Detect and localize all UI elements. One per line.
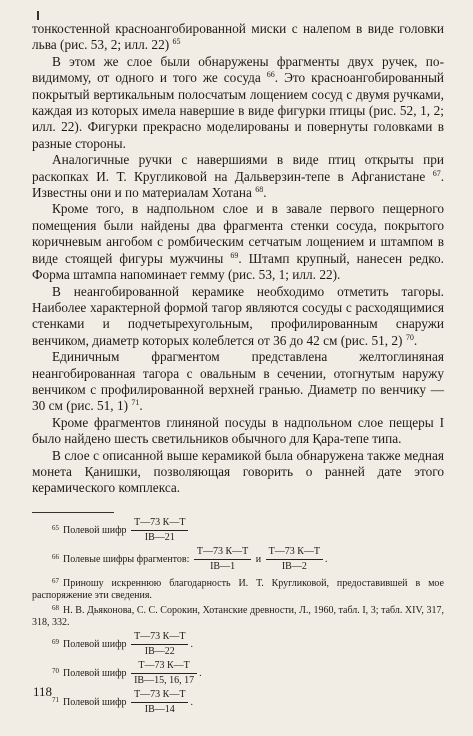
field-code-fraction: $\frac{Т—73 К—Т}{IB—2}$ xyxy=(266,546,323,573)
paragraph: тонкостенной красноангобированной миски с налепом в виде головки льва (рис. 53, 2; илл. 22) $^{65}$ xyxy=(32,21,444,53)
paragraph: В неангобированной керамике необходимо отметить тагоры. Наиболее характерной формой тагор являются сосуды с расходящимися стенками и подчетырехугольным, профилированным снаружи венчиком, диаметр которых колеблется от 36 до 42 см (рис. 51, 2) $^{70}$. xyxy=(32,283,444,348)
page-number: 118 xyxy=(33,684,53,699)
paragraph: В слое с описанной выше керамикой была обнаружена также медная монета Қанишки, позволяющая говорить о ранней дате этого керамического комплекса. xyxy=(32,447,444,496)
field-code-fraction: $\frac{Т—73 К—Т}{IB—14}$ xyxy=(131,689,188,716)
footnotes xyxy=(32,512,444,718)
page-mark xyxy=(37,11,39,20)
footnote-rule xyxy=(32,512,114,513)
field-code-fraction: $\frac{Т—73 К—Т}{IB—21}$ xyxy=(131,517,188,544)
footnote-67: $^{67}$ Приношу искреннюю благодарность И. Т. Кругликовой, предоставившей в мое распоряжение эти сведения. xyxy=(32,577,444,601)
field-code-fraction: $\frac{Т—73 К—Т}{IB—1}$ xyxy=(194,546,251,573)
footnote-69: $^{69}$ Полевой шифр $\frac{Т—73 К—Т}{IB—22}$ . xyxy=(52,631,193,657)
footnote-66: $^{66}$ Полевые шифры фрагментов: $\frac{Т—73 К—Т}{IB—1}$ и $\frac{Т—73 К—Т}{IB—2}$ . xyxy=(52,546,328,572)
paragraph: Аналогичные ручки с навершиями в виде птиц открыты при раскопках И. Т. Кругликовой на Дальверзин-тепе в Афганистане $^{67}$. Известны они и по материалам Хотана $^{68}$. xyxy=(32,152,445,201)
field-code-fraction: $\frac{Т—73 К—Т}{IB—22}$ xyxy=(131,631,188,658)
paragraph: Кроме фрагментов глиняной посуды в надпольном слое пещеры I было найдено шесть светильников обычного для Қара-тепе типа. xyxy=(32,414,444,447)
paragraph: Кроме того, в надпольном слое и в завале первого пещерного помещения были найдены два фрагмента стенки сосуда, покрытого коричневым ангобом с ромбическим сетчатым лощением и штампом в виде стоящей фигуры мужчины $^{69}$. Штамп крупный, нанесен редко. Форма штампа напоминает гемму (рис. 53, 1; илл. 22). xyxy=(32,201,444,283)
footnote-71: $^{71}$ Полевой шифр $\frac{Т—73 К—Т}{IB—14}$ . xyxy=(52,689,193,715)
footnote-68: $^{68}$ Н. В. Дьяконова, С. С. Сорокин, Хотанские древности, Л., 1960, табл. I, 3; табл. XIV, 317, 318, 332. xyxy=(32,604,444,628)
footnote-65: $^{65}$ Полевой шифр $\frac{Т—73 К—Т}{IB—21}$ xyxy=(52,517,444,544)
paragraph: Единичным фрагментом представлена желтоглиняная неангобированная тагора с овальным в сечении, отогнутым наружу венчиком с профилированной верхней гранью. Диаметр по венчику — 30 см (рис. 51, 1) $^{71}$. xyxy=(32,349,444,414)
body-text xyxy=(32,21,444,497)
paragraph: В этом же слое были обнаружены фрагменты двух ручек, по-видимому, от одного и того же сосуда $^{66}$. Это красноангобированный покрытый вертикальным полосчатым лощением сосуд с двумя ручками, каждая из которых имела навершие в виде фигурки птицы (рис. 52, 1, 2; илл. 22). Фигурки прекрасно моделированы и повернуты головками в разные стороны. xyxy=(32,53,445,151)
footnote-70: $^{70}$ Полевой шифр $\frac{Т—73 К—Т}{IB—15, 16, 17}$ . xyxy=(52,660,202,686)
field-code-fraction: $\frac{Т—73 К—Т}{IB—15, 16, 17}$ xyxy=(131,660,197,687)
